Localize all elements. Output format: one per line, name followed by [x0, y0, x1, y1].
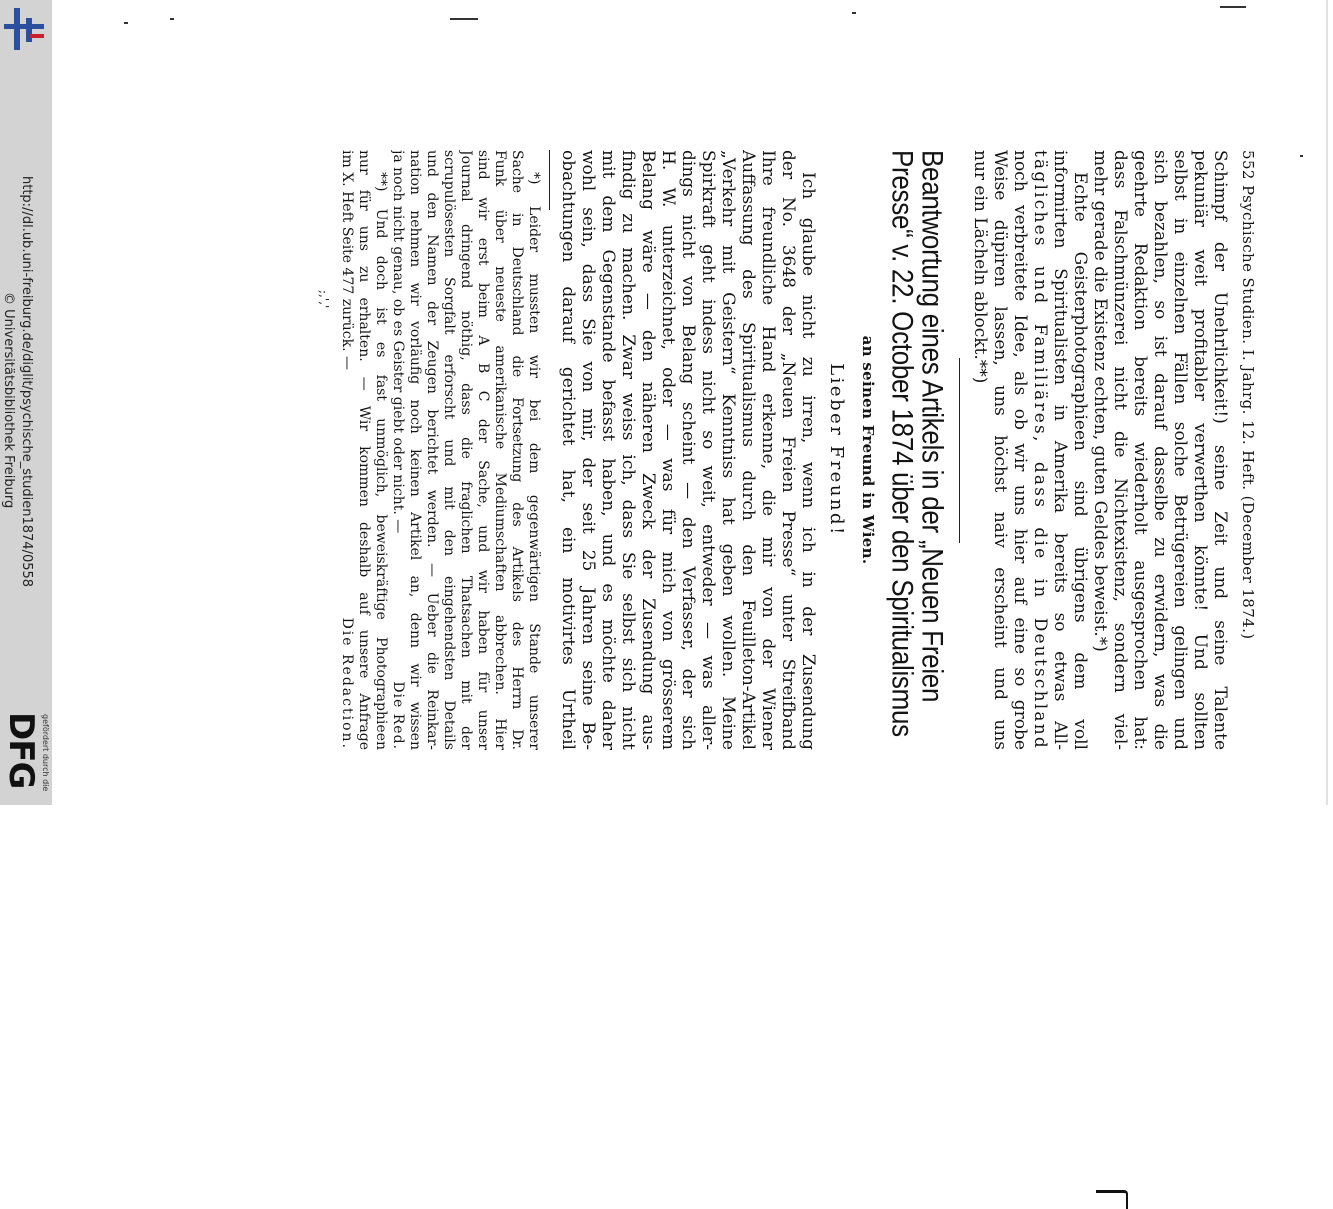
page-marks: ;,'‚': [317, 290, 331, 309]
dfg-funding-label: gefördert durch die: [41, 714, 50, 792]
text-line: der No. 3648 der „Neuen Freien Presse“ unter Streifband: [778, 150, 798, 750]
footnote-line: ja noch nicht genau, ob es Geister giebt oder nicht. —: [390, 150, 406, 534]
document-url-link[interactable]: http://dl.ub.uni-freiburg.de/diglit/psychische_studien1874/0558: [19, 176, 34, 588]
text-line: Spirkraft geht indess nicht so weit, entweder — was aller-: [698, 150, 718, 750]
footnote-line: scrupulösesten Sorgfalt erforscht und mit den eingehendsten Details: [441, 150, 457, 750]
text-line: tägliches und Familiäres, dass die in Deutschland: [1030, 150, 1050, 750]
text-line: Ich glaube nicht zu irren, wenn ich in der Zusendung: [798, 172, 818, 750]
footnote-line: Sache in Deutschland die Fortsetzung des Artikels des Herrn Dr.: [509, 150, 525, 750]
redaction-signature: Die Redaction.: [339, 617, 355, 750]
footnote-signature: Die Red.: [390, 681, 406, 750]
scan-speck: [170, 18, 174, 20]
margin-bracket-mark: [1096, 1190, 1128, 1209]
ub-freiburg-logo-icon: [4, 8, 44, 50]
footnote-line: nur für uns zu erhalten. — Wir kommen deshalb auf unsere Anfrage: [356, 150, 372, 750]
text-line: sich bezahlen, so ist darauf dasselbe zu erwidern, was die: [1150, 150, 1170, 750]
page-header: 552 Psychische Studien. I. Jahrg. 12. Heft. (December 1874.): [1239, 150, 1257, 640]
text-line: Schimpf der Unehrlichkeit!) seine Zeit und seine Talente: [1210, 150, 1230, 750]
text-line: obachtungen darauf gerichtet hat, ein motivirtes Urtheil: [558, 150, 578, 750]
text-line: Auffassung des Spiritualismus durch den Feuilleton-Artikel: [738, 150, 758, 750]
sidebar-strip: [0, 0, 52, 805]
text-line: wohl sein, dass Sie von mir, der seit 25 Jahren seine Be-: [578, 150, 598, 750]
text-line: H. W. unterzeichnet, oder — was für mich von grösserem: [658, 150, 678, 750]
footnote-line: *) Leider mussten wir bei dem gegenwärtigen Stande unserer: [526, 172, 542, 750]
section-divider: [959, 358, 960, 543]
scan-speck: [1220, 6, 1246, 8]
text-line: „Verkehr mit Geistern“ Kenntniss hat geben wollen. Meine: [718, 150, 738, 750]
scan-speck: [124, 22, 128, 24]
text-line: dass Falschmünzerei nicht die Nichtexistenz, sondern viel-: [1110, 150, 1130, 750]
letter-greeting: Lieber Freund!: [826, 363, 847, 537]
copyright-notice: © Universitätsbibliothek Freiburg: [1, 292, 16, 509]
text-line: selbst in einzelnen Fällen solche Betrügereien gelingen und: [1170, 150, 1190, 750]
scroll-edge: [1326, 0, 1328, 805]
text-line: noch verbreitete Idee, als ob wir uns hier auf eine so grobe: [1010, 150, 1030, 750]
footnote-line: im X. Heft Seite 477 zurück. —: [339, 150, 355, 371]
footnote-divider: [549, 150, 550, 210]
text-line: findig zu machen. Zwar weiss ich, dass Sie selbst sich nicht: [618, 150, 638, 750]
text-line: Ihre freundliche Hand erkenne, die mir von der Wiener: [758, 150, 778, 750]
text-line: pekuniär weit profitabler verwerthen könnte! Und sollten: [1190, 150, 1210, 750]
text-line: Weise düpiren lassen, uns höchst naiv erscheint und uns: [990, 150, 1010, 750]
footnote-line: Journal dringend nöthig, dass die fraglichen Thatsachen mit der: [458, 150, 474, 750]
dfg-logo-icon[interactable]: DFG: [1, 712, 41, 789]
text-line: geehrte Redaktion bereits wiederholt ausgesprochen hat:: [1130, 150, 1150, 750]
text-line: Echte Geisterphotographieen sind übrigens dem voll: [1070, 172, 1090, 750]
article-title-line-1: Beantwortung eines Artikels in der „Neuen Freien: [915, 150, 951, 703]
article-title-line-2: Presse“ v. 22. October 1874 über den Spiritualismus: [885, 150, 921, 737]
footnote-line: sind wir erst beim A B C der Sache, und wir haben für unser: [475, 150, 491, 750]
text-line: nur ein Lächeln ablockt.**): [970, 150, 990, 384]
scan-speck: [1300, 155, 1303, 157]
text-line: mehr gerade die Existenz echten, guten Geldes beweist.*): [1090, 150, 1110, 652]
text-line: Belang wäre — den näheren Zweck der Zusendung aus-: [638, 150, 658, 750]
footnote-line: **) Und doch ist es fast unmöglich, beweiskräftige Photographieen: [373, 172, 389, 750]
article-subtitle: an seinen Freund in Wien.: [859, 335, 877, 565]
footnote-line: nation nehmen wir vorläufig noch keinen Artikel an, denn wir wissen: [407, 150, 423, 750]
scan-speck: [852, 12, 856, 14]
footnote-line: Funk über neueste amerikanische Mediumschaften abbrechen. Hier: [492, 150, 508, 750]
text-line: dings nicht von Belang scheint — den Verfasser, der sich: [678, 150, 698, 750]
scan-speck: [450, 18, 478, 20]
scanned-page: [218, 150, 1258, 750]
footnote-line: und den Namen der Zeugen berichtet werden. — Ueber die Reinkar-: [424, 150, 440, 750]
text-line: informirten Spiritualisten in Amerika bereits so etwas All-: [1050, 150, 1070, 750]
text-line: mit dem Gegenstande befasst haben, und es möchte daher: [598, 150, 618, 750]
